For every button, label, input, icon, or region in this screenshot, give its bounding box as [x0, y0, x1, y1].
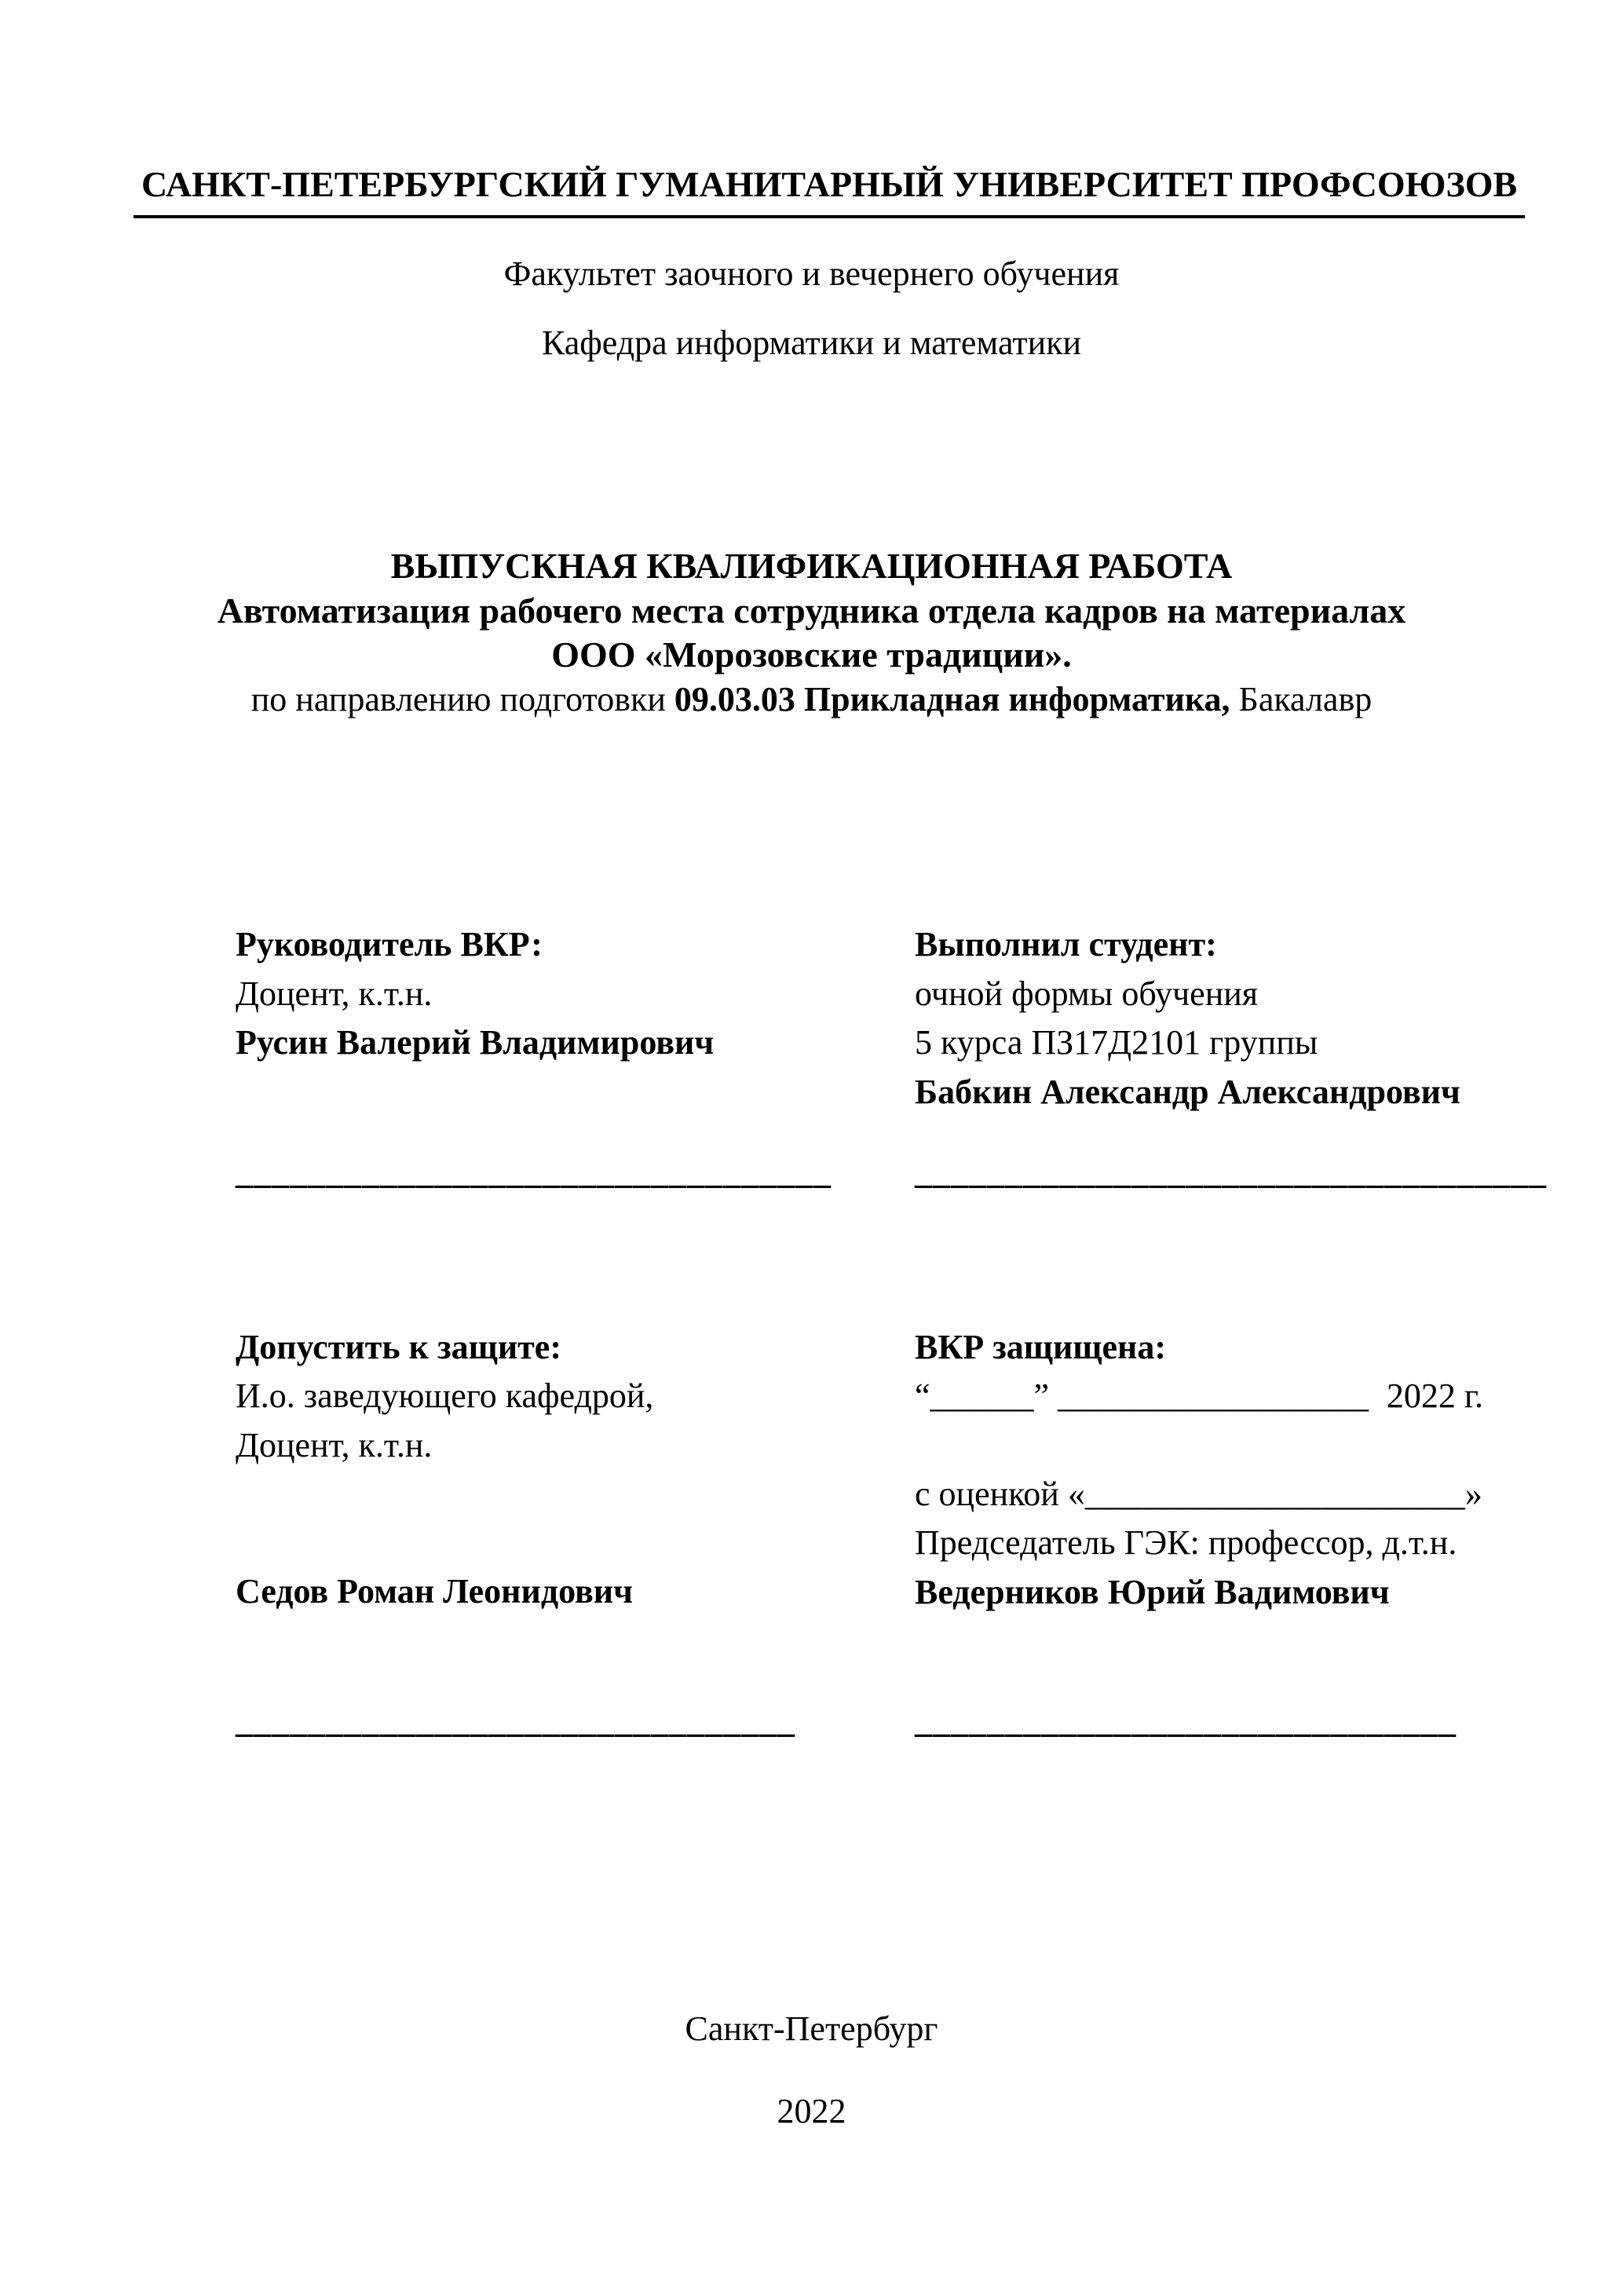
student-text — [915, 920, 1547, 1118]
direction-degree: Бакалавр — [1238, 679, 1373, 718]
admission-block — [236, 1323, 915, 1746]
defense-date-blank: “______” __________________ — [915, 1377, 1369, 1416]
admission-signature-line: _______________________________ — [236, 1701, 795, 1740]
admission-position-line-1: И.о. заведующего кафедрой, — [236, 1377, 654, 1416]
defense-year: 2022 г. — [1386, 1377, 1483, 1416]
topic-title-line-2: ООО «Морозовские традиции». — [551, 634, 1072, 675]
defense-signature-line: ______________________________ — [915, 1701, 1457, 1740]
faculty-line: Факультет заочного и вечернего обучения — [503, 254, 1120, 293]
topic-title-line-1: Автоматизация рабочего места сотрудника отдела кадров на материалах — [217, 590, 1406, 631]
supervisor-text — [236, 920, 875, 1118]
student-group: 5 курса ПЗ17Д2101 группы — [915, 1023, 1318, 1062]
admission-name: Седов Роман Леонидович — [236, 1572, 633, 1611]
defense-chairman-name: Ведерников Юрий Вадимович — [915, 1572, 1390, 1611]
student-name: Бабкин Александр Александрович — [915, 1072, 1460, 1111]
student-signature-line: ___________________________________ — [915, 1153, 1547, 1192]
direction-line — [133, 678, 1490, 721]
defense-grade-line: с оценкой «______________________» — [915, 1474, 1482, 1513]
direction-prefix: по направлению подготовки — [250, 679, 666, 718]
defense-date-line — [915, 1372, 1490, 1420]
defense-label: ВКР защищена: — [915, 1327, 1166, 1366]
document-footer — [133, 2005, 1490, 2136]
student-label: Выполнил студент: — [915, 925, 1217, 964]
direction-code: 09.03.03 Прикладная информатика, — [674, 679, 1230, 718]
admission-position-line-2: Доцент, к.т.н. — [236, 1425, 433, 1464]
signatures-section-1 — [133, 920, 1547, 1197]
defense-chairman-title: Председатель ГЭК: профессор, д.т.н. — [915, 1523, 1457, 1563]
admission-text — [236, 1323, 875, 1667]
admission-label: Допустить к защите: — [236, 1327, 561, 1366]
supervisor-degree: Доцент, к.т.н. — [236, 974, 433, 1013]
supervisor-label: Руководитель ВКР: — [236, 925, 543, 964]
defense-text — [915, 1323, 1490, 1667]
title-block — [133, 544, 1490, 720]
defense-block — [915, 1323, 1490, 1746]
document-header — [133, 161, 1518, 367]
department-line: Кафедра информатики и математики — [541, 323, 1082, 362]
student-study-form: очной формы обучения — [915, 974, 1259, 1013]
footer-year: 2022 — [777, 2091, 846, 2130]
supervisor-name: Русин Валерий Владимирович — [236, 1023, 715, 1062]
work-type-title: ВЫПУСКНАЯ КВАЛИФИКАЦИОННАЯ РАБОТА — [390, 546, 1233, 587]
footer-city: Санкт-Петербург — [685, 2009, 938, 2049]
university-name: САНКТ-ПЕТЕРБУРГСКИЙ ГУМАНИТАРНЫЙ УНИВЕРСИТЕТ ПРОФСОЮЗОВ — [133, 162, 1525, 218]
student-block — [915, 920, 1547, 1197]
supervisor-block — [236, 920, 915, 1197]
signatures-section-2 — [133, 1323, 1490, 1746]
supervisor-signature-line: _________________________________ — [236, 1153, 832, 1192]
